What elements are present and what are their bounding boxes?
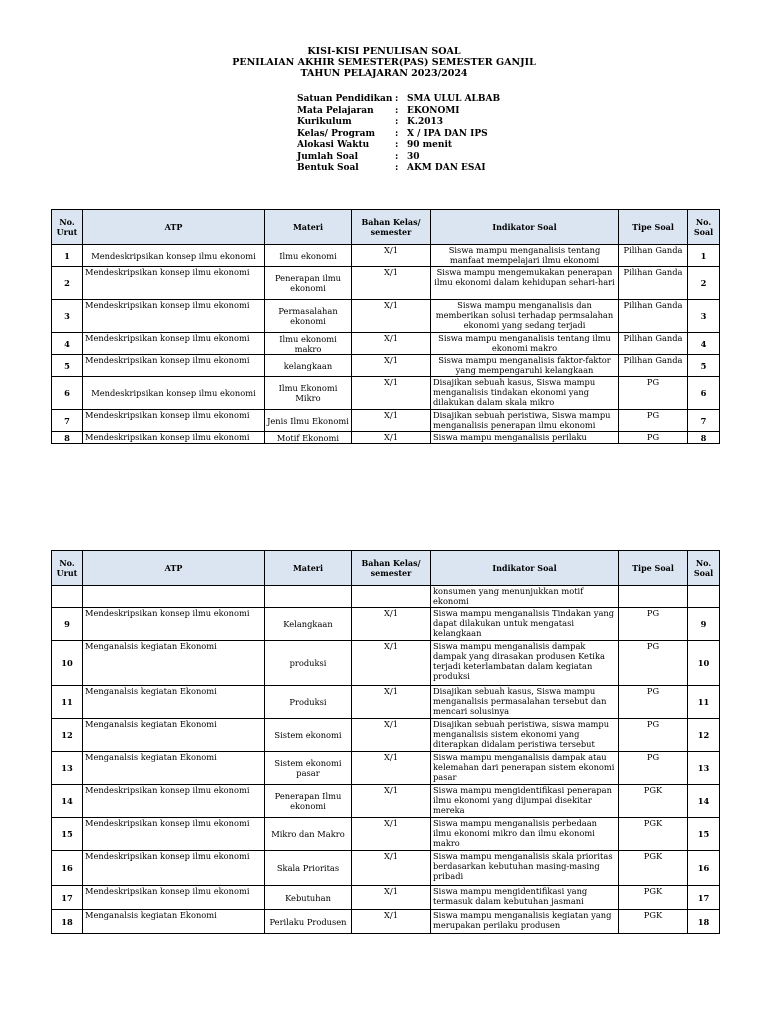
cell-indikator: Siswa mampu mengemukakan penerapan ilmu ekonomi dalam kehidupan sehari-hari (431, 267, 619, 300)
cell-kelas: X/1 (352, 377, 431, 410)
col-header-no-urut: No. Urut (52, 210, 83, 245)
cell-materi: Kebutuhan (265, 886, 352, 910)
info-value: AKM DAN ESAI (407, 163, 486, 173)
info-label: Jumlah Soal (297, 151, 359, 162)
table-row (52, 851, 720, 886)
col-header-no-urut: No. Urut (52, 551, 83, 586)
table-body (52, 245, 720, 444)
table-row (52, 818, 720, 851)
cell-atp: Mendeskripsikan konsep ilmu ekonomi (83, 245, 265, 267)
table-row (52, 300, 720, 333)
cell-indikator: Siswa mampu menganalisis tentang ilmu ekonomi makro (431, 333, 619, 355)
cell-no: 7 (52, 410, 83, 432)
cell-tipe: PG (619, 752, 688, 785)
cell-soal: 11 (688, 686, 720, 719)
cell-soal: 5 (688, 355, 720, 377)
col-header-bahan: Bahan Kelas/ semester (352, 551, 431, 586)
cell-kelas: X/1 (352, 886, 431, 910)
cell-kelas: X/1 (352, 910, 431, 934)
info-label: Satuan Pendidikan (297, 94, 393, 104)
cell-tipe: PG (619, 432, 688, 444)
cell-soal: 7 (688, 410, 720, 432)
info-separator: : (395, 117, 399, 127)
cell-atp: Mendeskripsikan konsep ilmu ekonomi (83, 355, 265, 377)
cell-tipe: PG (619, 719, 688, 752)
cell-soal: 16 (688, 851, 720, 886)
cell-soal: 15 (688, 818, 720, 851)
cell-soal: 14 (688, 785, 720, 818)
info-value: SMA ULUL ALBAB (407, 94, 501, 104)
table-row (52, 377, 720, 410)
cell-indikator: Disajikan sebuah kasus, Siswa mampu menganalisis permasalahan tersebut dan mencari solusinya (431, 686, 619, 719)
cell-kelas: X/1 (352, 267, 431, 300)
cell-atp: Menganalsis kegiatan Ekonomi (83, 719, 265, 752)
cell-atp: Mendeskripsikan konsep ilmu ekonomi (83, 851, 265, 886)
cell-materi: Penerapan Ilmu ekonomi (265, 785, 352, 818)
table-row (52, 267, 720, 300)
kisi-kisi-table-page-2 (51, 550, 720, 934)
cell-no: 2 (52, 267, 83, 300)
col-header-no-soal: No. Soal (688, 551, 720, 586)
cell-kelas: X/1 (352, 608, 431, 641)
cell-no: 11 (52, 686, 83, 719)
cell-kelas: X/1 (352, 333, 431, 355)
cell-indikator: Siswa mampu menganalisis Tindakan yang dapat dilakukan untuk mengatasi kelangkaan (431, 608, 619, 641)
col-header-tipe: Tipe Soal (619, 551, 688, 586)
col-header-tipe: Tipe Soal (619, 210, 688, 245)
cell-atp: Menganalsis kegiatan Ekonomi (83, 641, 265, 686)
cell-no: 12 (52, 719, 83, 752)
cell-tipe: PGK (619, 818, 688, 851)
info-label: Bentuk Soal (297, 163, 359, 173)
cell-indikator: konsumen yang menunjukkan motif ekonomi (431, 586, 619, 608)
info-separator: : (395, 140, 399, 150)
cell-soal: 3 (688, 300, 720, 333)
info-row (297, 152, 500, 164)
cell-materi: Motif Ekonomi (265, 432, 352, 444)
col-header-indikator: Indikator Soal (431, 210, 619, 245)
cell-soal: 9 (688, 608, 720, 641)
table-row (52, 719, 720, 752)
cell-materi: Jenis Ilmu Ekonomi (265, 410, 352, 432)
info-block (297, 94, 500, 175)
cell-materi: Produksi (265, 686, 352, 719)
cell-atp: Mendeskripsikan konsep ilmu ekonomi (83, 300, 265, 333)
cell-atp: Mendeskripsikan konsep ilmu ekonomi (83, 267, 265, 300)
table-row-continuation (52, 586, 720, 608)
cell-atp: Mendeskripsikan konsep ilmu ekonomi (83, 785, 265, 818)
cell-soal: 8 (688, 432, 720, 444)
cell-no: 17 (52, 886, 83, 910)
cell-materi: Sistem ekonomi pasar (265, 752, 352, 785)
cell-no: 15 (52, 818, 83, 851)
kisi-kisi-table-page-1 (51, 209, 720, 444)
cell-materi: Ilmu Ekonomi Mikro (265, 377, 352, 410)
info-label: Kurikulum (297, 117, 352, 127)
cell-materi: produksi (265, 641, 352, 686)
table-row (52, 355, 720, 377)
cell-kelas (352, 586, 431, 608)
info-separator: : (395, 105, 399, 116)
cell-tipe: Pilihan Ganda (619, 300, 688, 333)
cell-kelas: X/1 (352, 686, 431, 719)
cell-kelas: X/1 (352, 818, 431, 851)
cell-soal: 4 (688, 333, 720, 355)
cell-kelas: X/1 (352, 785, 431, 818)
cell-kelas: X/1 (352, 851, 431, 886)
info-label: Mata Pelajaran (297, 105, 374, 116)
cell-indikator: Siswa mampu menganalisis skala prioritas berdasarkan kebutuhan masing-masing pribadi (431, 851, 619, 886)
info-row (297, 94, 500, 106)
cell-kelas: X/1 (352, 300, 431, 333)
cell-kelas: X/1 (352, 355, 431, 377)
table-row (52, 410, 720, 432)
cell-no: 13 (52, 752, 83, 785)
cell-materi: Sistem ekonomi (265, 719, 352, 752)
col-header-no-soal: No. Soal (688, 210, 720, 245)
cell-indikator: Siswa mampu menganalisis perilaku (431, 432, 619, 444)
cell-kelas: X/1 (352, 245, 431, 267)
table-row (52, 333, 720, 355)
cell-soal: 12 (688, 719, 720, 752)
cell-tipe: PG (619, 608, 688, 641)
col-header-atp: ATP (83, 551, 265, 586)
table-row (52, 886, 720, 910)
cell-indikator: Disajikan sebuah kasus, Siswa mampu menganalisis tindakan ekonomi yang dilakukan dalam skala mikro (431, 377, 619, 410)
cell-indikator: Siswa mampu menganalisis faktor-faktor yang mempengaruhi kelangkaan (431, 355, 619, 377)
col-header-atp: ATP (83, 210, 265, 245)
cell-no: 16 (52, 851, 83, 886)
table-row (52, 245, 720, 267)
cell-soal: 2 (688, 267, 720, 300)
info-value: K.2013 (407, 117, 444, 127)
cell-atp: Mendeskripsikan konsep ilmu ekonomi (83, 818, 265, 851)
cell-indikator: Disajikan sebuah peristiwa, siswa mampu menganalisis sistem ekonomi yang diterapkan didalam peristiwa tersebut (431, 719, 619, 752)
cell-atp: Mendeskripsikan konsep ilmu ekonomi (83, 608, 265, 641)
cell-atp: Mendeskripsikan konsep ilmu ekonomi (83, 432, 265, 444)
cell-no: 1 (52, 245, 83, 267)
info-value: 90 menit (407, 140, 453, 150)
cell-atp: Mendeskripsikan konsep ilmu ekonomi (83, 377, 265, 410)
cell-materi: Mikro dan Makro (265, 818, 352, 851)
table-row (52, 608, 720, 641)
cell-tipe: PGK (619, 851, 688, 886)
cell-indikator: Siswa mampu menganalisis dampak dampak yang dirasakan produsen Ketika terjadi keterlambatan dalam kegiatan produksi (431, 641, 619, 686)
table-row (52, 686, 720, 719)
cell-tipe: PG (619, 686, 688, 719)
info-value: 30 (407, 151, 420, 162)
cell-tipe: PG (619, 377, 688, 410)
table-header-row (52, 551, 720, 586)
cell-no: 5 (52, 355, 83, 377)
cell-no: 9 (52, 608, 83, 641)
cell-tipe: Pilihan Ganda (619, 333, 688, 355)
cell-tipe: Pilihan Ganda (619, 355, 688, 377)
cell-soal: 17 (688, 886, 720, 910)
info-separator: : (395, 94, 399, 104)
cell-kelas: X/1 (352, 752, 431, 785)
cell-materi: Ilmu ekonomi makro (265, 333, 352, 355)
cell-no: 10 (52, 641, 83, 686)
cell-atp: Menganalsis kegiatan Ekonomi (83, 910, 265, 934)
cell-tipe: PG (619, 410, 688, 432)
cell-tipe: PGK (619, 886, 688, 910)
cell-soal: 10 (688, 641, 720, 686)
info-label: Kelas/ Program (297, 128, 375, 139)
cell-tipe: PGK (619, 910, 688, 934)
cell-kelas: X/1 (352, 719, 431, 752)
cell-indikator: Siswa mampu mengidentifikasi yang termasuk dalam kebutuhan jasmani (431, 886, 619, 910)
cell-no (52, 586, 83, 608)
table-row (52, 785, 720, 818)
col-header-materi: Materi (265, 210, 352, 245)
cell-indikator: Siswa mampu menganalisis dampak atau kelemahan dari penerapan sistem ekonomi pasar (431, 752, 619, 785)
col-header-indikator: Indikator Soal (431, 551, 619, 586)
cell-indikator: Siswa mampu menganalisis dan memberikan solusi terhadap permsalahan ekonomi yang sedang terjadi (431, 300, 619, 333)
cell-indikator: Siswa mampu menganalisis kegiatan yang merupakan perilaku produsen (431, 910, 619, 934)
doc-title-line-2: PENILAIAN AKHIR SEMESTER(PAS) SEMESTER GANJIL (232, 57, 536, 68)
table-row (52, 752, 720, 785)
cell-soal: 1 (688, 245, 720, 267)
cell-indikator: Siswa mampu menganalisis tentang manfaat mempelajari ilmu ekonomi (431, 245, 619, 267)
table-header-row (52, 210, 720, 245)
table-row (52, 432, 720, 444)
cell-materi: Skala Prioritas (265, 851, 352, 886)
cell-atp: Menganalsis kegiatan Ekonomi (83, 686, 265, 719)
cell-indikator: Disajikan sebuah peristiwa, Siswa mampu menganalisis penerapan ilmu ekonomi (431, 410, 619, 432)
cell-kelas: X/1 (352, 410, 431, 432)
info-label: Alokasi Waktu (297, 140, 370, 150)
cell-no: 6 (52, 377, 83, 410)
cell-tipe: Pilihan Ganda (619, 267, 688, 300)
info-row (297, 117, 500, 129)
col-header-bahan: Bahan Kelas/ semester (352, 210, 431, 245)
info-separator: : (395, 163, 399, 173)
info-row (297, 129, 500, 141)
info-separator: : (395, 151, 399, 162)
cell-soal: 18 (688, 910, 720, 934)
cell-materi: Ilmu ekonomi (265, 245, 352, 267)
info-row (297, 106, 500, 118)
table-row (52, 641, 720, 686)
cell-no: 4 (52, 333, 83, 355)
info-row (297, 163, 500, 175)
doc-title-line-1: KISI-KISI PENULISAN SOAL (307, 46, 461, 57)
cell-tipe: Pilihan Ganda (619, 245, 688, 267)
cell-no: 8 (52, 432, 83, 444)
cell-materi: Penerapan ilmu ekonomi (265, 267, 352, 300)
cell-soal: 13 (688, 752, 720, 785)
table-row (52, 910, 720, 934)
table-body (52, 586, 720, 934)
cell-atp: Menganalsis kegiatan Ekonomi (83, 752, 265, 785)
cell-atp (83, 586, 265, 608)
doc-title-line-3: TAHUN PELAJARAN 2023/2024 (300, 68, 468, 79)
cell-materi: Permasalahan ekonomi (265, 300, 352, 333)
info-value: X / IPA DAN IPS (407, 128, 488, 139)
cell-materi: Perilaku Produsen (265, 910, 352, 934)
cell-tipe: PGK (619, 785, 688, 818)
info-separator: : (395, 128, 399, 139)
cell-tipe (619, 586, 688, 608)
cell-materi: kelangkaan (265, 355, 352, 377)
cell-soal (688, 586, 720, 608)
cell-kelas: X/1 (352, 432, 431, 444)
cell-tipe: PG (619, 641, 688, 686)
cell-materi: Kelangkaan (265, 608, 352, 641)
cell-no: 3 (52, 300, 83, 333)
cell-no: 18 (52, 910, 83, 934)
info-row (297, 140, 500, 152)
cell-atp: Mendeskripsikan konsep ilmu ekonomi (83, 333, 265, 355)
cell-soal: 6 (688, 377, 720, 410)
col-header-materi: Materi (265, 551, 352, 586)
cell-indikator: Siswa mampu mengidentifikasi penerapan ilmu ekonomi yang dijumpai disekitar mereka (431, 785, 619, 818)
cell-atp: Mendeskripsikan konsep ilmu ekonomi (83, 886, 265, 910)
cell-kelas: X/1 (352, 641, 431, 686)
cell-materi (265, 586, 352, 608)
cell-indikator: Siswa mampu menganalisis perbedaan ilmu ekonomi mikro dan ilmu ekonomi makro (431, 818, 619, 851)
cell-no: 14 (52, 785, 83, 818)
info-value: EKONOMI (407, 105, 460, 116)
cell-atp: Mendeskripsikan konsep ilmu ekonomi (83, 410, 265, 432)
